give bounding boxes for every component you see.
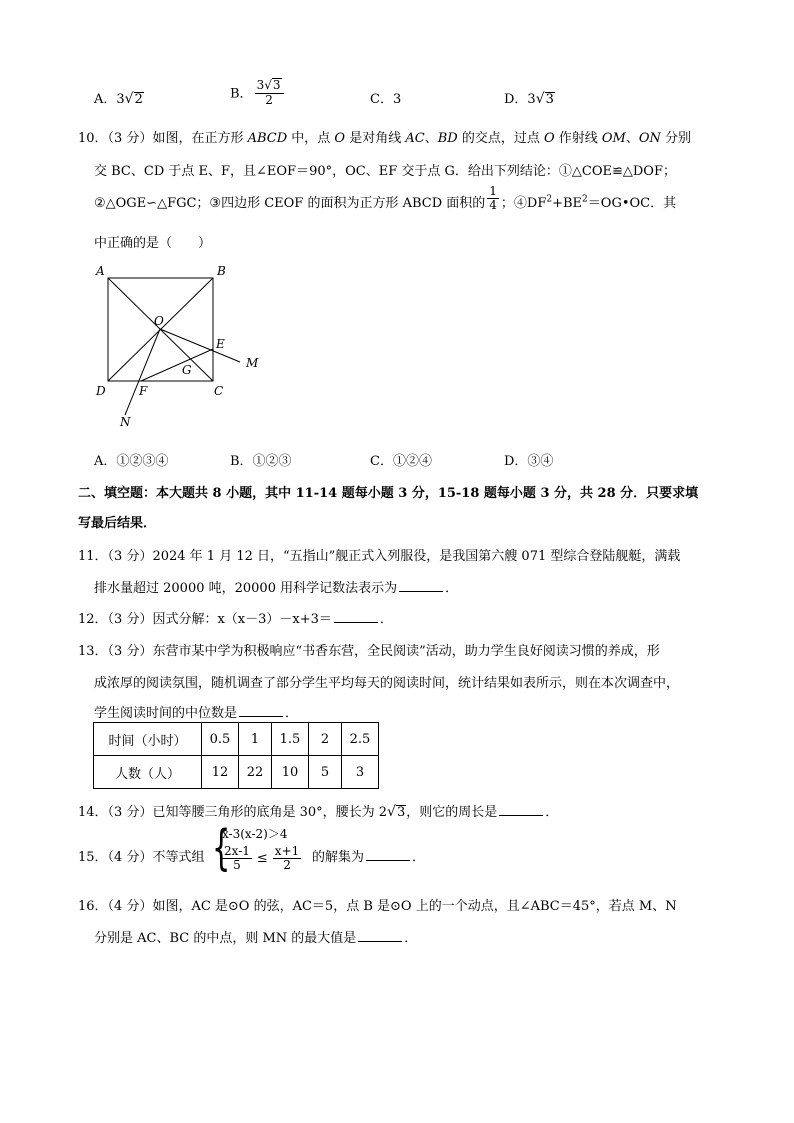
section-2-heading: 二、填空题：本大题共 8 小题，其中 11-14 题每小题 3 分，15-18 题每小题 3 分，共 28 分．只要求填 [78, 486, 699, 501]
table-cell: 12 [202, 756, 239, 789]
q11-line-2: 排水量超过 20000 吨，20000 用科学记数法表示为 ． [94, 581, 459, 596]
q11-line-1: 11．（3 分）2024 年 1 月 12 日，“五指山”舰正式入列服役，是我国第六艘 071 型综合登陆舰艇，满载 [78, 549, 681, 564]
label-a: A [96, 264, 105, 278]
table-cell: 10 [272, 756, 309, 789]
label-e: E [216, 337, 225, 351]
q9-option-b: B． $\frac{3√3}{2}$ [230, 78, 286, 106]
table-cell: 22 [239, 756, 272, 789]
q14-line: 14．（3 分）已知等腰三角形的底角是 30°，腰长为 2√3，则它的周长是 ． [78, 804, 559, 820]
section-2-heading-cont: 写最后结果． [78, 516, 157, 531]
ray-om [160, 329, 240, 362]
q10-option-c: C．①②④ [370, 454, 432, 469]
label-o: O [154, 314, 164, 328]
answer-blank [399, 581, 443, 592]
table-cell: 2 [309, 723, 342, 756]
q13-line-3: 学生阅读时间的中位数是 ． [94, 706, 299, 721]
answer-blank [239, 706, 283, 717]
table-cell: 2.5 [342, 723, 379, 756]
label-g: G [182, 363, 192, 377]
q9-option-c: C．3 [370, 92, 402, 107]
answer-blank [334, 612, 378, 623]
q10-option-d: D．③④ [504, 454, 554, 469]
table-header-cell: 人数（人） [94, 756, 202, 789]
square-figure [90, 260, 270, 435]
q16-line-1: 16．（4 分）如图，AC 是⊙O 的弦，AC＝5，点 B 是⊙O 上的一个动点，且∠ABC＝45°，若点 M、N [78, 899, 677, 914]
q9-option-a: A．3√2 [94, 91, 143, 107]
segment-ef [141, 349, 213, 381]
table-cell: 0.5 [202, 723, 239, 756]
q10-line-1: 10．（3 分）如图，在正方形 ABCD 中，点 O 是对角线 AC、BD 的交点，过点 O 作射线 OM、ON 分别 [78, 131, 692, 146]
q10-line-2: 交 BC、CD 于点 E、F，且∠EOF＝90°，OC、EF 交于点 G．给出下列结论：①△COE≌△DOF； [94, 164, 676, 179]
reading-time-table [93, 722, 379, 789]
answer-blank [499, 805, 543, 816]
table-row [94, 756, 379, 789]
q10-line-4: 中正确的是（ ） [94, 236, 212, 251]
q9-option-d: D．3√3 [504, 91, 554, 107]
table-cell: 1.5 [272, 723, 309, 756]
label-m: M [246, 356, 259, 370]
label-c: C [214, 384, 224, 398]
table-header-cell: 时间（小时） [94, 723, 202, 756]
system-brace: { [212, 820, 231, 876]
q13-line-1: 13．（3 分）东营市某中学为积极响应“书香东营，全民阅读”活动，助力学生良好阅读习惯的养成，形 [78, 644, 660, 659]
q15-inequality-1: x-3(x-2)＞4 [222, 827, 288, 841]
q10-option-b: B．①②③ [230, 454, 292, 469]
answer-blank [358, 931, 402, 942]
table-cell: 3 [342, 756, 379, 789]
q10-line-3: ②△OGE∽△FGC；③四边形 CEOF 的面积为正方形 ABCD 面积的 $\frac{1}{4}$ ；$④DF^2+BE^2=OG•OC$．其 [94, 184, 677, 212]
table-cell: 5 [309, 756, 342, 789]
answer-blank [366, 850, 410, 861]
label-n: N [120, 415, 131, 429]
ray-on [125, 329, 160, 415]
q15-label: 15．（4 分）不等式组 [78, 850, 205, 865]
label-b: B [217, 264, 226, 278]
q15-inequality-2: $\frac{2x-1}{5}$ ≤ $\frac{x+1}{2}$ [224, 844, 300, 872]
label-d: D [96, 384, 106, 398]
q10-option-a: A．①②③④ [94, 454, 169, 469]
q15-tail: 的解集为 ． [312, 850, 426, 865]
table-row [94, 723, 379, 756]
q12-line: 12．（3 分）因式分解：x（x－3）－x+3＝ ． [78, 612, 393, 627]
q16-line-2: 分别是 AC、BC 的中点，则 MN 的最大值是 ． [94, 931, 418, 946]
table-cell: 1 [239, 723, 272, 756]
label-f: F [139, 384, 148, 398]
q13-line-2: 成浓厚的阅读氛围，随机调查了部分学生平均每天的阅读时间，统计结果如表所示，则在本次调查中， [94, 676, 680, 691]
